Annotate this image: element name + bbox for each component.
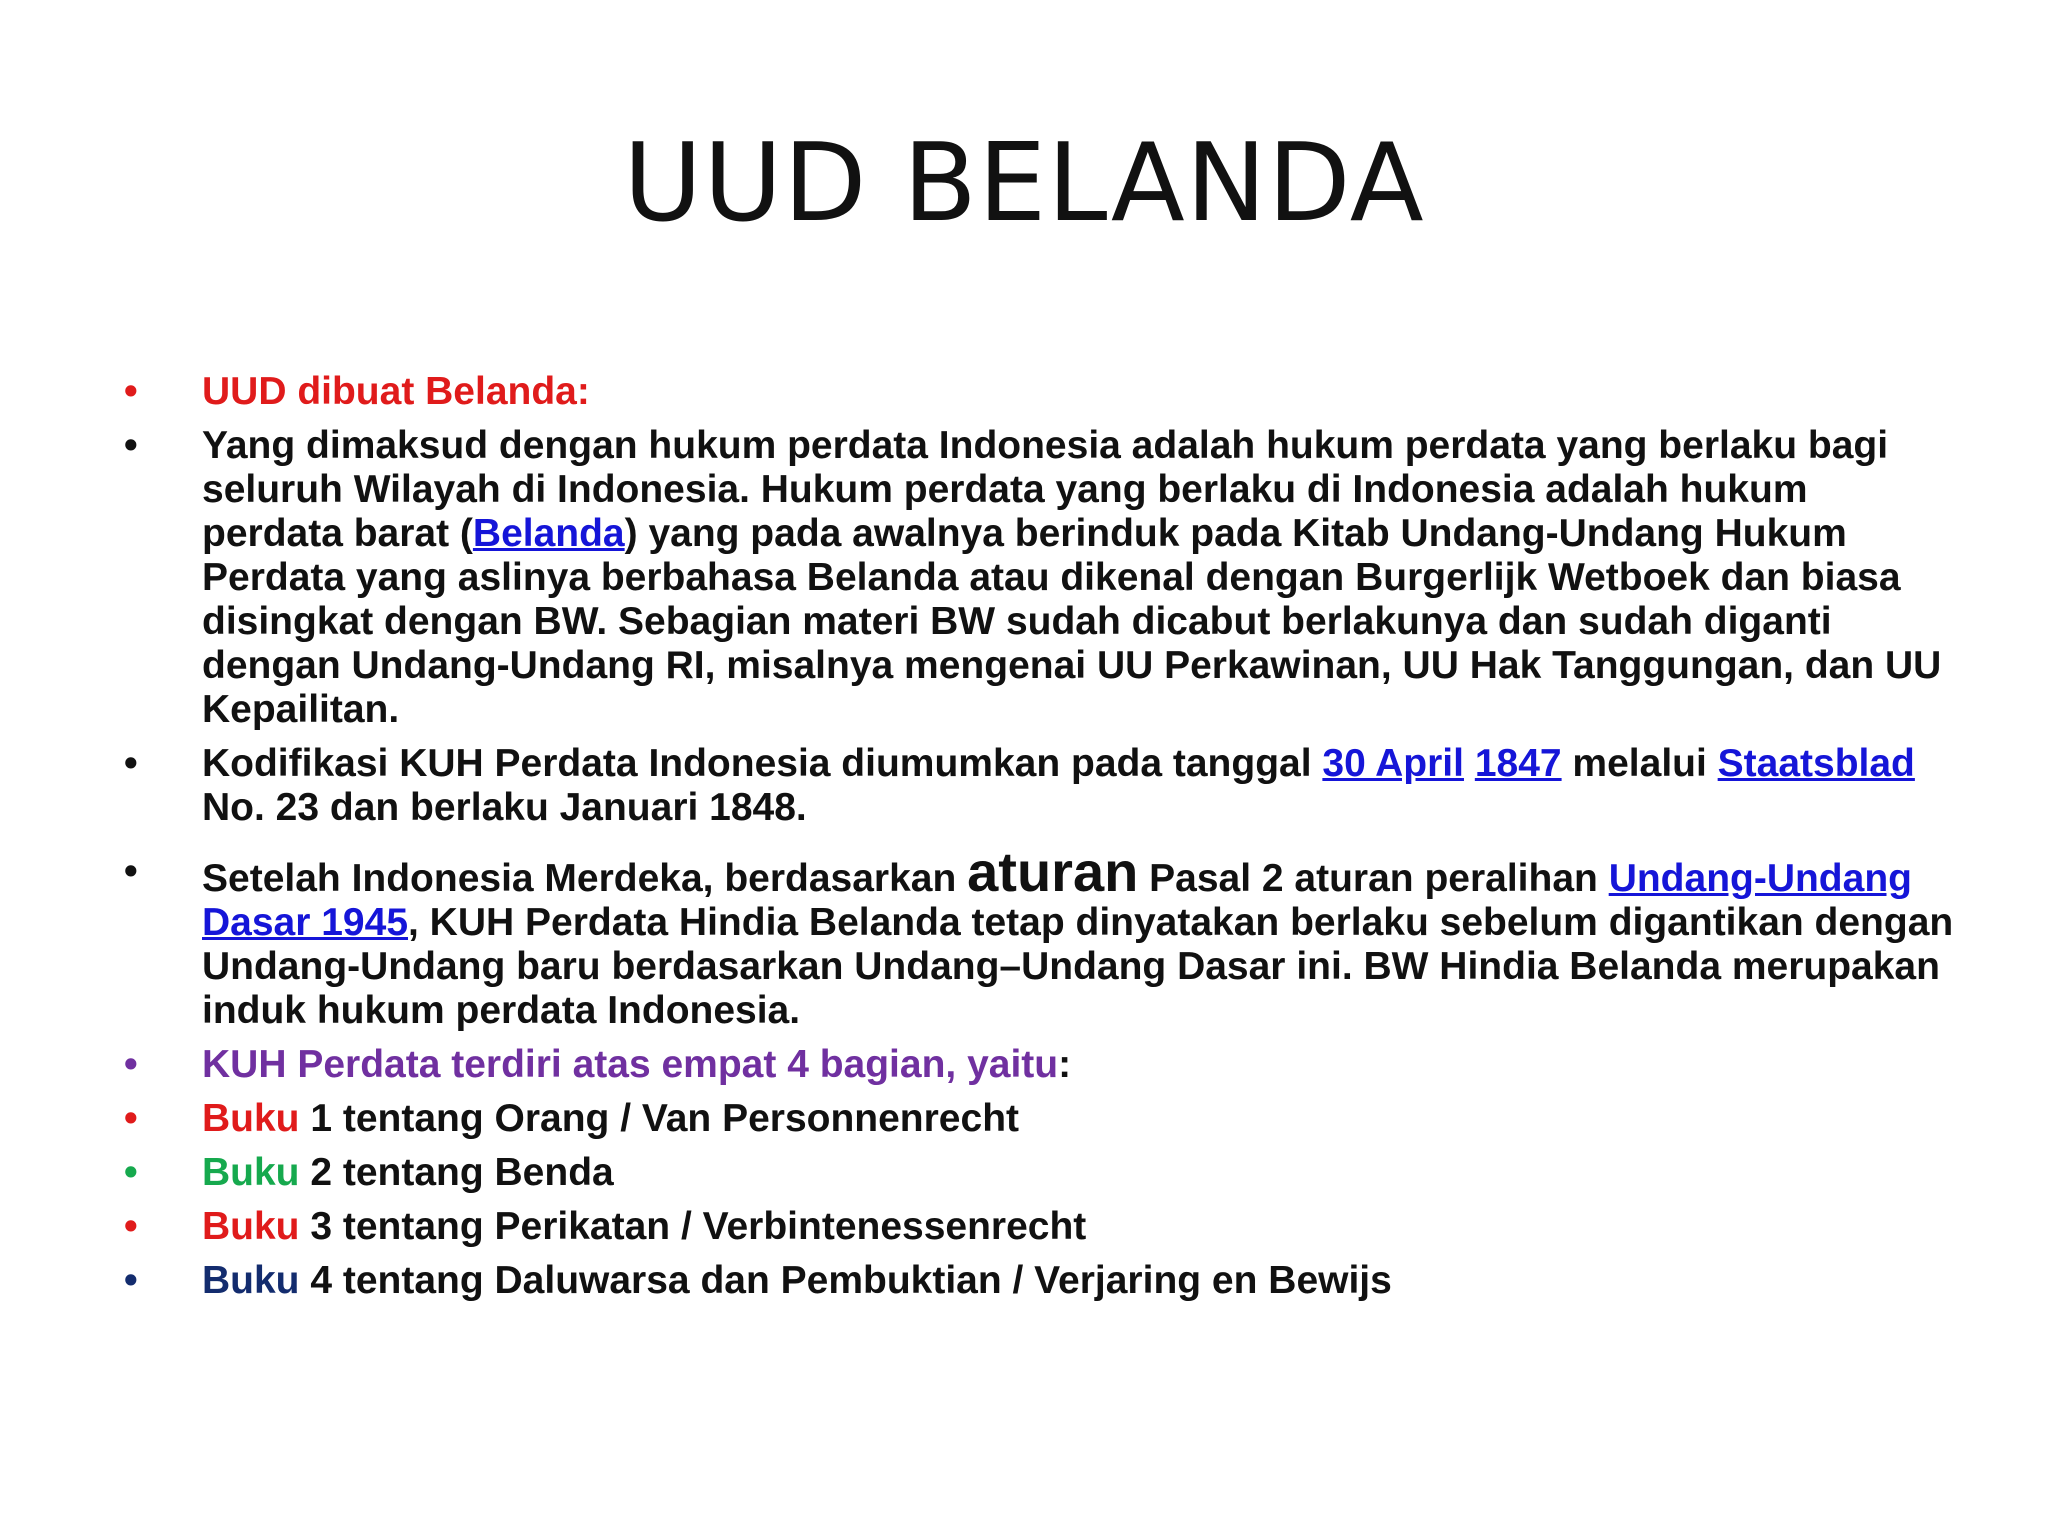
bullet-item-kodifikasi [118,742,1958,830]
link-uud-1945[interactable]: Undang-Undang Dasar 1945 [202,857,1912,944]
bullet-text: Setelah Indonesia Merdeka, berdasarkan [202,857,968,900]
link-belanda[interactable]: Belanda [472,512,625,555]
link-staatsblad[interactable]: Staatsblad [1717,742,1915,785]
bullet-text: melalui [1561,742,1718,785]
bullet-item-buku-3 [118,1205,1958,1249]
bullet-text-large: aturan [967,840,1139,903]
bullet-text: 3 tentang Perikatan / Verbintenessenrecht [299,1205,1087,1248]
bullet-item-hukum-perdata [118,424,1958,732]
buku-label: Buku [202,1151,300,1194]
bullet-text: 4 tentang Daluwarsa dan Pembuktian / Verjaring en Bewijs [299,1259,1392,1302]
bullet-text: Yang dimaksud dengan hukum perdata Indonesia adalah hukum perdata yang berlaku bagi seluruh Wilayah di Indonesia. Hukum perdata yang berlaku di Indonesia adalah hukum perdata barat ( [202,424,1889,555]
bullet-text: No. 23 dan berlaku Januari 1848. [202,786,807,829]
bullet-text: 1 tentang Orang / Van Personnenrecht [299,1097,1020,1140]
bullet-dot: • [124,1097,138,1140]
bullet-list [118,370,1958,1313]
bullet-text-suffix: : [1058,1043,1072,1086]
bullet-item-buku-4 [118,1259,1958,1303]
bullet-item-kuh-perdata-bagian [118,1043,1958,1087]
bullet-dot: • [124,850,138,893]
bullet-text: Kodifikasi KUH Perdata Indonesia diumumkan pada tanggal [202,742,1323,785]
bullet-text: UUD dibuat Belanda: [202,370,590,413]
bullet-text: KUH Perdata terdiri atas empat 4 bagian, yaitu [202,1043,1059,1086]
bullet-dot: • [124,1259,138,1302]
bullet-item-buku-2 [118,1151,1958,1195]
buku-label: Buku [202,1205,300,1248]
slide-title: UUD BELANDA [623,121,1425,246]
buku-label: Buku [202,1097,300,1140]
bullet-item-buku-1 [118,1097,1958,1141]
bullet-dot: • [124,370,138,413]
bullet-item-setelah-merdeka [118,840,1958,1033]
bullet-text: , KUH Perdata Hindia Belanda tetap dinyatakan berlaku sebelum digantikan dengan Undang-Undang baru berdasarkan Undang–Undang Dasar ini. BW Hindia Belanda merupakan induk hukum perdata Indonesia. [202,901,1954,1032]
link-1847[interactable]: 1847 [1474,742,1562,785]
bullet-dot: • [124,742,138,785]
bullet-text: ) yang pada awalnya berinduk pada Kitab Undang-Undang Hukum Perdata yang aslinya berbahasa Belanda atau dikenal dengan Burgerlijk Wetboek dan biasa disingkat dengan BW. Sebagian materi BW sudah dicabut berlakunya dan sudah diganti dengan Undang-Undang RI, misalnya mengenai UU Perkawinan, UU Hak Tanggungan, dan UU Kepailitan. [202,512,1942,731]
bullet-item-uud-dibuat [118,370,1958,414]
bullet-dot: • [124,1151,138,1194]
bullet-text: 2 tentang Benda [299,1151,614,1194]
link-30-april[interactable]: 30 April [1322,742,1464,785]
buku-label: Buku [202,1259,300,1302]
bullet-dot: • [124,1205,138,1248]
bullet-dot: • [124,1043,138,1086]
bullet-text: Pasal 2 aturan peralihan [1138,857,1609,900]
bullet-dot: • [124,424,138,467]
